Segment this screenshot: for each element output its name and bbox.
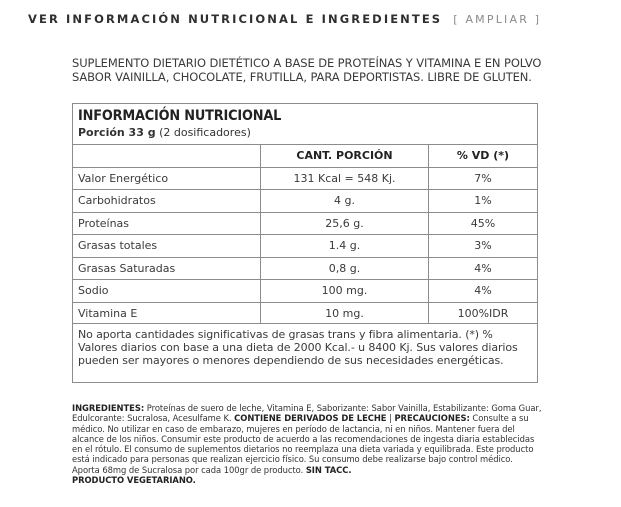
nutrient-amount: 10 mg. [261, 302, 429, 324]
table-row [73, 257, 537, 280]
nutrient-name: Valor Energético [73, 167, 261, 190]
nutrient-vd: 7% [429, 167, 538, 190]
nutrient-name: Proteínas [73, 212, 261, 235]
nutrient-amount: 100 mg. [261, 280, 429, 303]
table-row [73, 235, 537, 258]
nutrient-vd: 4% [429, 280, 538, 303]
nutrition-facts-panel [72, 103, 538, 383]
nutrient-amount: 4 g. [261, 190, 429, 213]
nutrient-vd: 3% [429, 235, 538, 258]
table-row [73, 280, 537, 303]
nutrition-section-header[interactable] [28, 8, 541, 26]
gluten-free-label: SIN TACC. [305, 464, 352, 475]
product-description: SUPLEMENTO DIETARIO DIETÉTICO A BASE DE PROTEÍNAS Y VITAMINA E EN POLVO SABOR VAINILLA, CHOCOLATE, FRUTILLA, PARA DEPORTISTAS. LIBRE DE GLUTEN. [72, 56, 542, 84]
table-row [73, 212, 537, 235]
column-header-nutrient [73, 145, 261, 168]
column-header-amount: CANT. PORCIÓN [261, 145, 429, 168]
table-row [73, 190, 537, 213]
nutrition-title: INFORMACIÓN NUTRICIONAL [78, 108, 282, 124]
nutrient-vd: 100%IDR [429, 302, 538, 324]
nutrition-table [73, 144, 537, 324]
ingredients-text: Proteínas de suero de leche, Vitamina E, Saborizante: Sabor Vainilla, Estabilizante: Goma Guar, Edulcorante: Sucralosa, Acesulfame K. [72, 403, 542, 424]
vegetarian-label: PRODUCTO VEGETARIANO. [72, 475, 196, 486]
nutrient-vd: 4% [429, 257, 538, 280]
ingredients-block [72, 403, 542, 485]
nutrient-name: Sodio [73, 280, 261, 303]
nutrient-name: Grasas Saturadas [73, 257, 261, 280]
nutrient-name: Carbohidratos [73, 190, 261, 213]
ingredients-label: INGREDIENTES: [72, 403, 145, 413]
separator: | [386, 413, 395, 424]
allergen-warning: CONTIENE DERIVADOS DE LECHE [234, 413, 387, 424]
nutrient-amount: 1.4 g. [261, 235, 429, 258]
section-title: VER INFORMACIÓN NUTRICIONAL E INGREDIENTES [28, 12, 443, 26]
nutrient-amount: 25,6 g. [261, 212, 429, 235]
table-header-row [73, 145, 537, 168]
nutrient-vd: 45% [429, 212, 538, 235]
nutrient-amount: 0,8 g. [261, 257, 429, 280]
portion-detail: (2 dosificadores) [155, 126, 251, 139]
expand-link[interactable]: [ AMPLIAR ] [453, 13, 542, 26]
precautions-label: PRECAUCIONES: [394, 413, 470, 424]
portion-label: Porción 33 g [78, 126, 156, 139]
table-row [73, 302, 537, 324]
nutrient-name: Grasas totales [73, 235, 261, 258]
footnote-divider [73, 323, 537, 324]
column-header-vd: % VD (*) [429, 145, 538, 168]
table-row [73, 167, 537, 190]
nutrient-vd: 1% [429, 190, 538, 213]
portion-size [78, 126, 251, 139]
precautions-text: Consulte a su médico. No utilizar en caso de embarazo, mujeres en período de lactancia, ni en niños. Mantener fuera del alcance de los niños. Consumir este producto de acuerdo a las recomendaciones de ingesta diaria establecidas en el rótulo. El consumo de suplementos dietarios no reemplaza una dieta variada y equilibrada. Este producto está indicado para personas que realizan ejercicio físico. Su consumo debe realizarse bajo control médico. Aporta 68mg de Sucralosa por cada 100gr de producto. [72, 413, 535, 475]
nutrient-amount: 131 Kcal = 548 Kj. [261, 167, 429, 190]
nutrition-footnote: No aporta cantidades significativas de grasas trans y fibra alimentaria. (*) % Valores diarios con base a una dieta de 2000 Kcal.- u 8400 Kj. Sus valores diarios pueden ser mayores o menores dependiendo de sus necesidades energéticas. [78, 328, 518, 367]
nutrient-name: Vitamina E [73, 302, 261, 324]
